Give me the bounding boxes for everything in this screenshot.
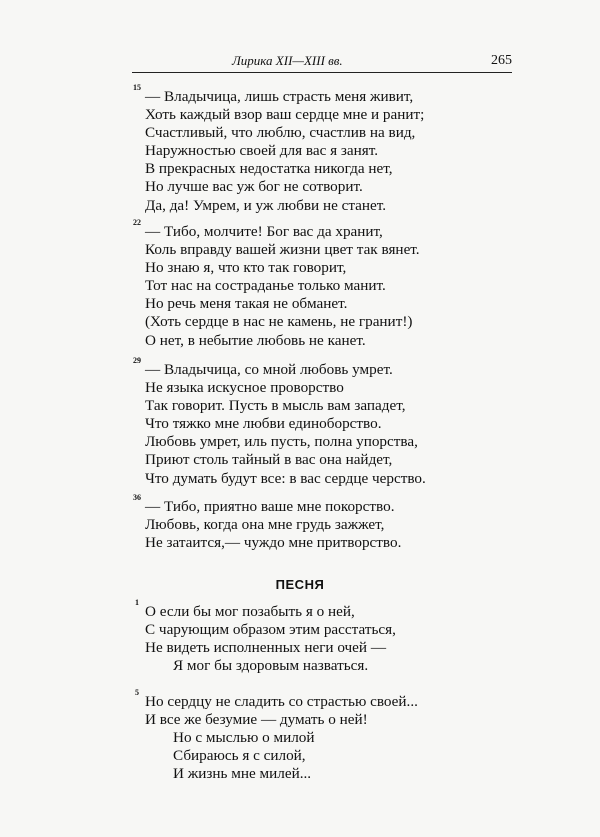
- song-stanza-5: [135, 688, 418, 783]
- verse-line: Любовь, когда она мне грудь зажжет,: [145, 516, 385, 534]
- page-number: 265: [491, 53, 512, 68]
- verse-line: 29 — Владычица, со мной любовь умрет.: [133, 356, 393, 378]
- line-number: 15: [133, 83, 141, 92]
- verse-line: Но речь меня такая не обманет.: [145, 295, 348, 313]
- verse-line: Любовь умрет, иль пусть, полна упорства,: [145, 433, 418, 451]
- verse-line: О нет, в небытие любовь не канет.: [145, 331, 366, 349]
- song-title: ПЕСНЯ: [275, 577, 325, 592]
- verse-line: Приют столь тайный в вас она найдет,: [145, 451, 393, 469]
- running-title: Лирика XII—XIII вв.: [232, 53, 343, 68]
- verse-line: Так говорит. Пусть в мысль вам западет,: [145, 397, 406, 415]
- verse-line: Что думать будут все: в вас сердце черство.: [145, 469, 426, 487]
- stanza-15: [133, 83, 425, 215]
- stanza-29: [133, 356, 426, 488]
- line-number: 22: [133, 218, 141, 227]
- line-number: 29: [133, 356, 141, 365]
- line-number: 1: [135, 598, 139, 607]
- verse-line: Счастливый, что люблю, счастлив на вид,: [145, 124, 416, 142]
- verse-line: 5 Но сердцу не сладить со страстью своей...: [135, 688, 418, 710]
- verse-line: 22 — Тибо, молчите! Бог вас да хранит,: [133, 218, 383, 240]
- verse-line: Коль вправду вашей жизни цвет так вянет.: [145, 241, 420, 259]
- verse-line: Что тяжко мне любви единоборство.: [145, 415, 382, 433]
- stanza-36: [133, 493, 402, 552]
- verse-line: Не языка искусное проворство: [145, 379, 344, 397]
- verse-line: В прекрасных недостатка никогда нет,: [145, 160, 393, 178]
- verse-line: Не затаится,— чуждо мне притворство.: [145, 534, 402, 552]
- line-number: 5: [135, 688, 139, 697]
- verse-line: 36 — Тибо, приятно ваше мне покорство.: [133, 493, 395, 515]
- verse-line: Хоть каждый взор ваш сердце мне и ранит;: [145, 106, 425, 124]
- line-number: 36: [133, 493, 141, 502]
- verse-line: Сбираюсь я с силой,: [173, 747, 306, 765]
- verse-line: С чарующим образом этим расстаться,: [145, 621, 396, 639]
- stanza-22: [133, 218, 420, 350]
- page-header: [132, 50, 512, 73]
- verse-line: Не видеть исполненных неги очей —: [145, 639, 387, 657]
- verse-line: (Хоть сердце в нас не камень, не гранит!): [145, 313, 413, 331]
- verse-line: Но с мыслью о милой: [173, 729, 315, 747]
- verse-line: 15 — Владычица, лишь страсть меня живит,: [133, 83, 414, 105]
- verse-line: Наружностью своей для вас я занят.: [145, 142, 379, 160]
- verse-line: 1 О если бы мог позабыть я о ней,: [135, 598, 355, 620]
- verse-line: Я мог бы здоровым назваться.: [173, 657, 369, 675]
- verse-line: И жизнь мне милей...: [173, 765, 312, 783]
- verse-line: Да, да! Умрем, и уж любви не станет.: [145, 196, 387, 214]
- verse-line: Но лучше вас уж бог не сотворит.: [145, 178, 363, 196]
- verse-line: И все же безумие — думать о ней!: [145, 711, 368, 729]
- verse-line: Тот нас на состраданье только манит.: [145, 277, 386, 295]
- verse-line: Но знаю я, что кто так говорит,: [145, 259, 347, 277]
- song-stanza-1: [135, 598, 396, 675]
